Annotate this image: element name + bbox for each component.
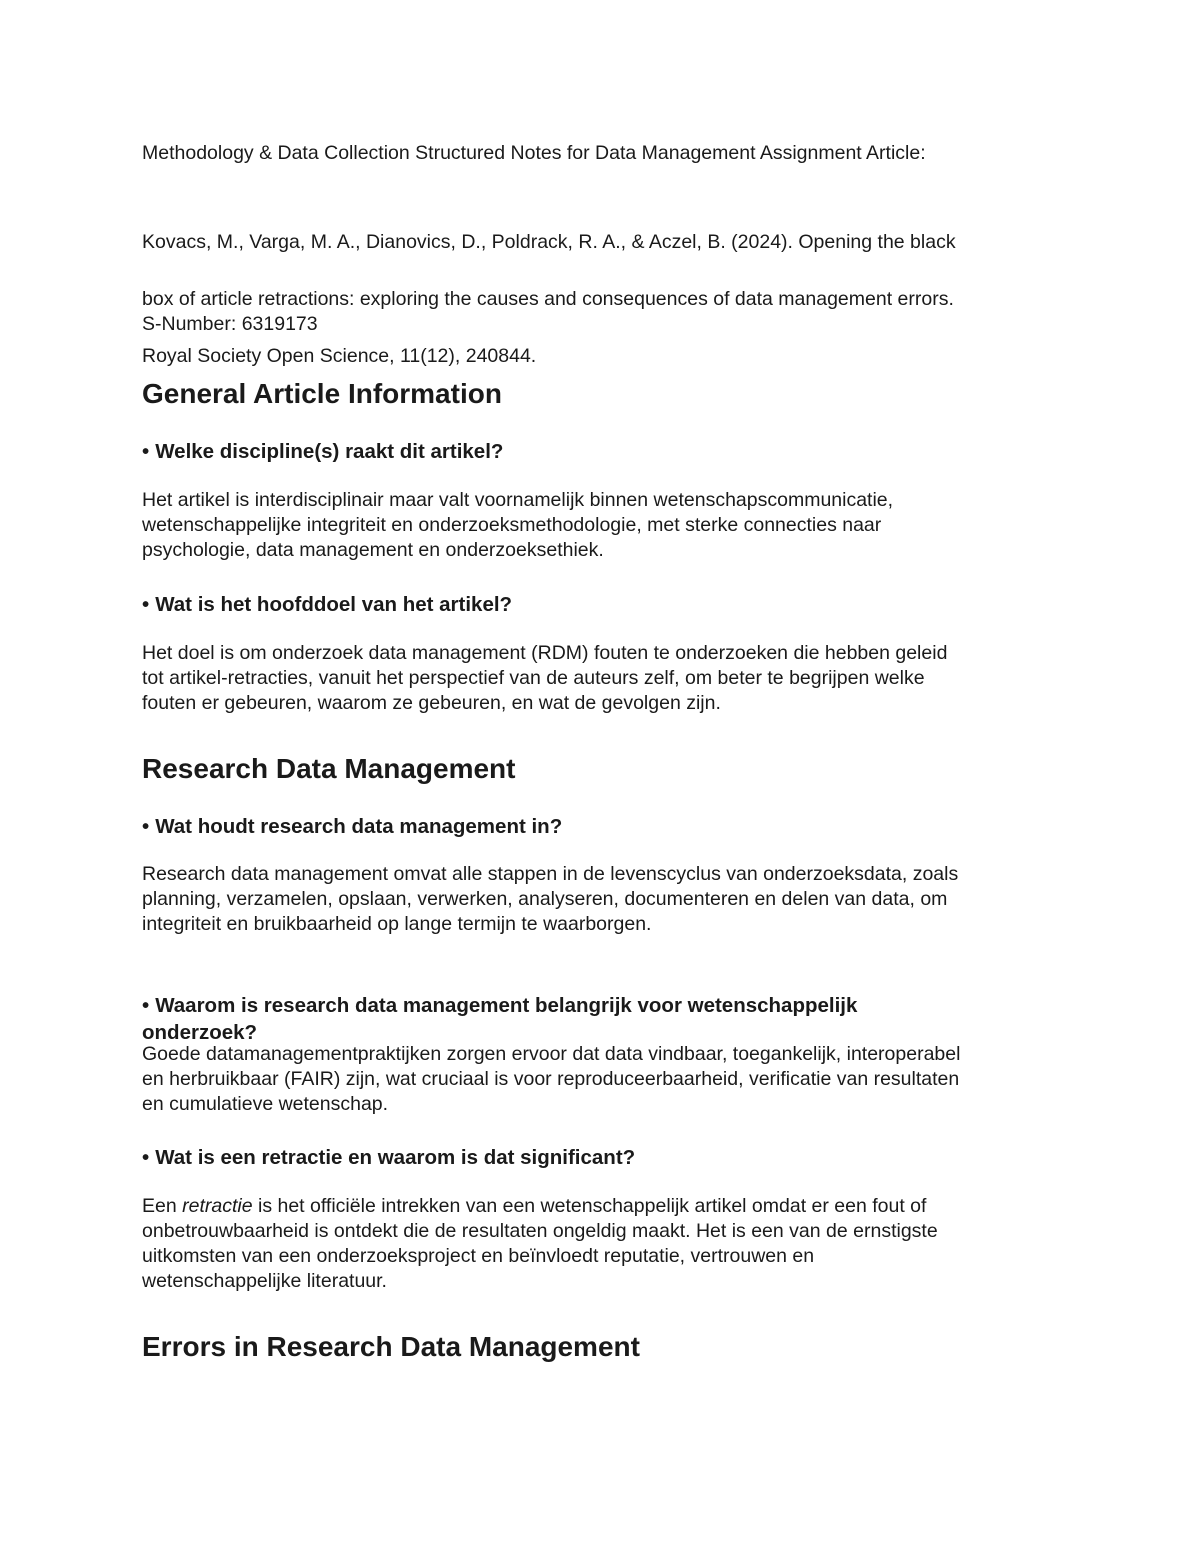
answer-text: is het officiële intrekken van een wetenschappelijk artikel omdat er een fout of onbetrouwbaarheid is ontdekt die de resultaten ongeldig maakt. Het is een van de ernstigste uitkomsten van een onderzoeksproject en beïnvloedt reputatie, vertrouwen en wetenschappelijke literatuur.: [142, 1195, 938, 1292]
question-rdm-importance: [142, 965, 1062, 1046]
section-heading-general: General Article Information: [142, 378, 502, 409]
bullet-icon: •: [142, 440, 150, 463]
answer-disciplines: Het artikel is interdisciplinair maar valt voornamelijk binnen wetenschapscommunicatie, wetenschappelijke integriteit en onderzoeksmethodologie, met sterke connecties naar psychologie, data management en onderzoeksethiek.: [142, 489, 894, 561]
bullet-icon: •: [142, 593, 150, 616]
question-main-goal: [142, 591, 1062, 618]
answer-retraction: [142, 1194, 1062, 1294]
citation-line: box of article retractions: exploring the causes and consequences of data management errors.: [142, 287, 954, 310]
question-text: Wat houdt research data management in?: [155, 815, 563, 838]
citation-line: Kovacs, M., Varga, M. A., Dianovics, D., Poldrack, R. A., & Aczel, B. (2024). Opening the black: [142, 230, 956, 253]
bullet-icon: •: [142, 815, 150, 838]
citation-line: Royal Society Open Science, 11(12), 240844.: [142, 344, 537, 367]
bullet-icon: •: [142, 1146, 150, 1169]
question-text: Welke discipline(s) raakt dit artikel?: [155, 440, 504, 463]
question-disciplines: [142, 438, 1062, 465]
question-rdm-definition: [142, 813, 1062, 840]
question-text: Wat is een retractie en waarom is dat significant?: [155, 1146, 636, 1169]
s-number: S-Number: 6319173: [142, 313, 318, 335]
notes-title: Methodology & Data Collection Structured Notes for Data Management Assignment Article:: [142, 142, 926, 164]
section-heading-errors: Errors in Research Data Management: [142, 1331, 640, 1362]
answer-text: Een: [142, 1195, 183, 1217]
question-retraction: [142, 1144, 1062, 1171]
question-text: Wat is het hoofddoel van het artikel?: [155, 593, 513, 616]
bullet-icon: •: [142, 994, 150, 1017]
citation: [142, 199, 1062, 399]
answer-main-goal: Het doel is om onderzoek data management (RDM) fouten te onderzoeken die hebben geleid tot artikel-retracties, vanuit het perspectief van de auteurs zelf, om beter te begrijpen welke fouten er gebeuren, waarom ze gebeuren, en wat de gevolgen zijn.: [142, 642, 948, 714]
emphasized-term: retractie: [182, 1195, 253, 1217]
answer-rdm-importance: Goede datamanagementpraktijken zorgen ervoor dat data vindbaar, toegankelijk, interoperabel en herbruikbaar (FAIR) zijn, wat cruciaal is voor reproduceerbaarheid, verificatie van resultaten en cumulatieve wetenschap.: [142, 1043, 961, 1115]
answer-rdm-definition: Research data management omvat alle stappen in de levenscyclus van onderzoeksdata, zoals planning, verzamelen, opslaan, verwerken, analyseren, documenteren en delen van data, om integriteit en bruikbaarheid op lange termijn te waarborgen.: [142, 863, 959, 935]
question-text: Waarom is research data management belangrijk voor wetenschappelijk onderzoek?: [142, 994, 858, 1044]
section-heading-rdm: Research Data Management: [142, 753, 516, 784]
